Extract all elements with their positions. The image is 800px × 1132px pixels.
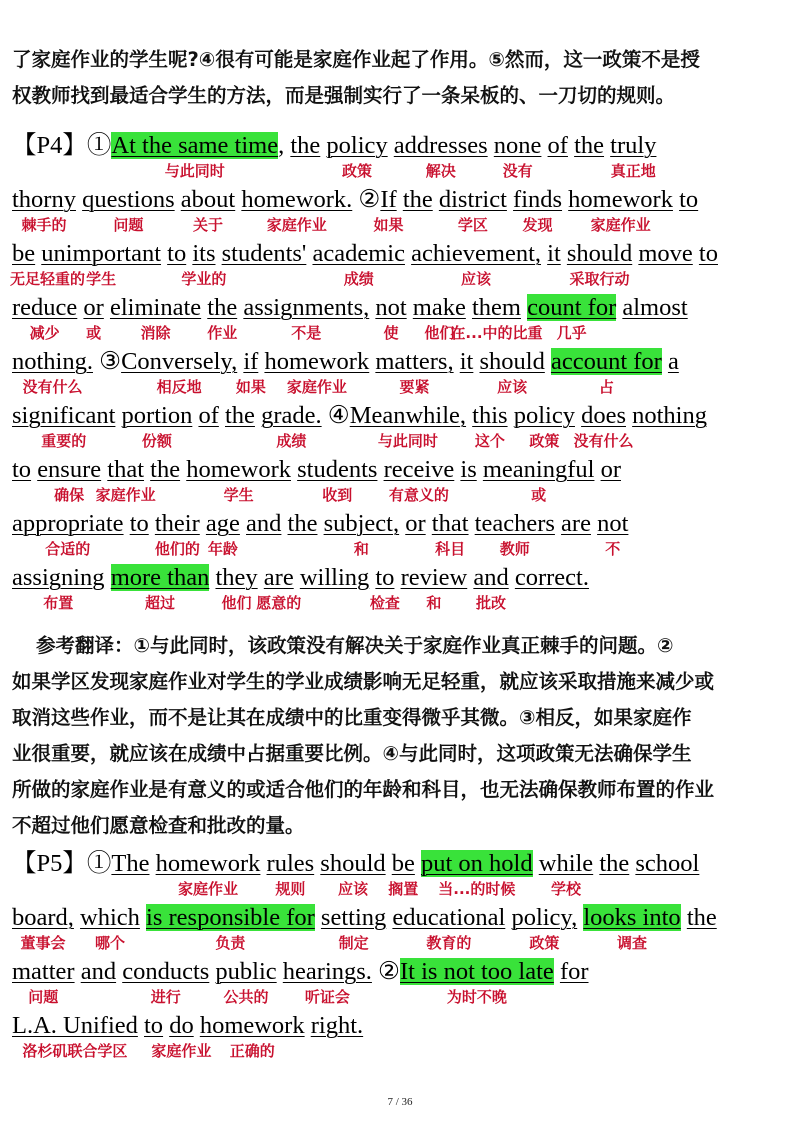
gloss-label: 这个: [474, 432, 505, 450]
gloss-label: 关于: [192, 216, 223, 234]
english-word: homework.: [241, 186, 353, 213]
gloss-label: 占: [598, 378, 614, 396]
english-word: do: [169, 1012, 194, 1039]
english-word: their: [154, 510, 200, 537]
english-line: [12, 902, 792, 934]
english-word: The: [111, 850, 150, 877]
english-word: review: [400, 564, 468, 591]
gloss-label: 收到: [322, 486, 353, 504]
english-word: to: [698, 240, 718, 267]
english-word: the: [402, 186, 433, 213]
gloss-label: 无足轻重的: [10, 270, 86, 288]
gloss-label: 如果: [373, 216, 404, 234]
english-word: homework: [568, 186, 673, 213]
english-word: to: [129, 510, 149, 537]
english-word: addresses: [393, 132, 488, 159]
english-word: be: [12, 240, 36, 267]
english-word: while: [538, 850, 594, 877]
gloss-label: 真正地: [610, 162, 656, 180]
gloss-label: 解决: [425, 162, 456, 180]
english-word: subject,: [323, 510, 400, 537]
gloss-label: 和: [353, 540, 369, 558]
english-word: which: [80, 904, 140, 931]
gloss-label: 正确的: [229, 1042, 275, 1060]
gloss-label: 进行: [150, 988, 181, 1006]
english-word: if: [243, 348, 259, 375]
english-word: homework: [199, 1012, 305, 1039]
english-word: its: [192, 240, 216, 267]
english-word: and: [246, 510, 282, 537]
gloss-label: 负责: [215, 934, 246, 952]
gloss-label: 没有: [502, 162, 533, 180]
gloss-label: 家庭作业: [151, 1042, 212, 1060]
english-word: are: [263, 564, 294, 591]
gloss-label: 应该: [497, 378, 528, 396]
english-word: homework: [155, 850, 261, 877]
gloss-label: 没有什么: [22, 378, 83, 396]
paragraph-marker: 【P4】: [12, 132, 87, 159]
english-word: to: [167, 240, 187, 267]
english-line: [12, 562, 792, 594]
gloss-label: 学生: [86, 270, 117, 288]
english-word: the: [686, 904, 717, 931]
english-word: for: [559, 958, 589, 985]
english-word: L.A. Unified: [12, 1012, 138, 1039]
english-word: are: [561, 510, 591, 537]
english-word: academic: [312, 240, 405, 267]
english-word: right.: [310, 1012, 364, 1039]
gloss-label: 成绩: [276, 432, 307, 450]
p4-translation: [12, 628, 788, 844]
gloss-label: 如果: [235, 378, 266, 396]
gloss-label: 超过: [145, 594, 176, 612]
highlighted-phrase: put on hold: [421, 850, 533, 877]
english-word: Conversely,: [121, 348, 238, 375]
english-word: and: [80, 958, 117, 985]
english-line: [12, 848, 792, 880]
gloss-label: 听证会: [304, 988, 350, 1006]
english-word: is: [460, 456, 477, 483]
gloss-label: 为时不晚: [446, 988, 507, 1006]
gloss-label: 采取行动: [569, 270, 630, 288]
english-word: should: [320, 850, 386, 877]
translation-line: 不超过他们愿意检查和批改的量。: [12, 814, 305, 837]
gloss-label: 学生: [223, 486, 254, 504]
gloss-label: 制定: [338, 934, 369, 952]
english-word: policy: [326, 132, 388, 159]
english-word: nothing.: [12, 348, 93, 375]
english-line: [12, 184, 792, 216]
gloss-label: 调查: [617, 934, 648, 952]
english-word: educational: [392, 904, 506, 931]
english-word: to: [12, 456, 32, 483]
english-word: none: [493, 132, 542, 159]
gloss-label: 成绩: [343, 270, 374, 288]
paragraph-marker: 【P5】: [12, 850, 87, 877]
english-word: to: [679, 186, 699, 213]
gloss-label: 或: [86, 324, 102, 342]
english-word: thorny: [12, 186, 76, 213]
gloss-label: 和: [426, 594, 442, 612]
english-word: finds: [513, 186, 563, 213]
gloss-label: 布置: [43, 594, 74, 612]
english-word: the: [574, 132, 605, 159]
english-word: move: [638, 240, 693, 267]
english-word: not: [597, 510, 629, 537]
gloss-label: 减少: [29, 324, 60, 342]
english-word: does: [581, 402, 626, 429]
gloss-label: 不是: [291, 324, 322, 342]
gloss-label: 棘手的: [21, 216, 67, 234]
english-word: portion: [121, 402, 193, 429]
intro-paragraph: [12, 42, 788, 114]
english-word: the: [225, 402, 255, 429]
english-word: policy,: [511, 904, 578, 931]
gloss-label: 或: [531, 486, 547, 504]
gloss-label: 政策: [529, 432, 560, 450]
english-word: and: [473, 564, 509, 591]
english-word: about: [180, 186, 236, 213]
gloss-label: 家庭作业: [95, 486, 156, 504]
paragraph-marker: ①: [86, 850, 112, 877]
english-word: not: [375, 294, 407, 321]
english-word: assigning: [12, 564, 105, 591]
english-word: be: [391, 850, 415, 877]
english-word: public: [215, 958, 277, 985]
english-word: to: [375, 564, 395, 591]
english-word: nothing: [632, 402, 707, 429]
english-word: that: [107, 456, 145, 483]
gloss-label: 相反地: [156, 378, 202, 396]
english-word: the: [290, 132, 321, 159]
english-word: matters,: [375, 348, 454, 375]
gloss-label: 在...中的比重: [450, 324, 543, 342]
gloss-label: 年龄: [207, 540, 238, 558]
gloss-label: 家庭作业: [266, 216, 327, 234]
english-word: the: [207, 294, 238, 321]
english-word: teachers: [474, 510, 555, 537]
english-word: or: [600, 456, 621, 483]
gloss-label: 科目: [435, 540, 466, 558]
english-word: or: [83, 294, 104, 321]
gloss-label: 应该: [461, 270, 492, 288]
gloss-label: 教育的: [426, 934, 472, 952]
english-word: homework: [264, 348, 370, 375]
english-word: grade.: [261, 402, 322, 429]
english-word: age: [205, 510, 240, 537]
english-word: almost: [622, 294, 688, 321]
english-word: reduce: [12, 294, 78, 321]
english-line: [12, 1010, 792, 1042]
gloss-label: 他们的: [154, 540, 200, 558]
intro-line: 权教师找到最适合学生的方法，而是强制实行了一条呆板的、一刀切的规则。: [12, 84, 676, 107]
english-word: Meanwhile,: [349, 402, 467, 429]
intro-line: 了家庭作业的学生呢?④很有可能是家庭作业起了作用。⑤然而，这一政策不是授: [12, 48, 700, 71]
gloss-label: 批改: [476, 594, 507, 612]
english-word: them: [471, 294, 521, 321]
english-word: to: [144, 1012, 164, 1039]
english-line: [12, 400, 792, 432]
english-word: should: [566, 240, 633, 267]
english-word: conducts: [122, 958, 210, 985]
english-word: homework: [186, 456, 291, 483]
gloss-label: 董事会: [20, 934, 66, 952]
english-word: matter: [12, 958, 75, 985]
english-word: of: [198, 402, 219, 429]
english-word: If: [380, 186, 397, 213]
gloss-label: 发现: [522, 216, 553, 234]
english-word: policy: [513, 402, 575, 429]
gloss-label: 政策: [342, 162, 373, 180]
gloss-label: 份额: [141, 432, 172, 450]
gloss-label: 当...的时候: [438, 880, 516, 898]
english-word: willing: [299, 564, 370, 591]
page-number: 7 / 36: [387, 1096, 413, 1108]
gloss-label: 搁置: [388, 880, 419, 898]
translation-line: 所做的家庭作业是有意义的或适合他们的年龄和科目，也无法确保教师布置的作业: [12, 778, 715, 801]
english-word: they: [215, 564, 258, 591]
english-word: achievement,: [411, 240, 542, 267]
gloss-label: 家庭作业: [286, 378, 347, 396]
english-word: correct.: [514, 564, 589, 591]
english-word: appropriate: [12, 510, 124, 537]
gloss-label: 不: [605, 540, 621, 558]
english-line: [12, 454, 792, 486]
highlighted-phrase: more than: [110, 564, 210, 591]
english-word: make: [412, 294, 466, 321]
paragraph-marker: [105, 564, 111, 591]
gloss-label: 学区: [457, 216, 488, 234]
gloss-label: 家庭作业: [590, 216, 651, 234]
english-word: eliminate: [109, 294, 202, 321]
paragraph-marker: ③: [93, 348, 122, 375]
english-line: [12, 956, 792, 988]
english-word: of: [547, 132, 568, 159]
gloss-label: 合适的: [45, 540, 91, 558]
translation-line: 业很重要，就应该在成绩中占据重要比例。④与此同时，这项政策无法确保学生: [12, 742, 692, 765]
gloss-label: 家庭作业: [178, 880, 239, 898]
english-word: setting: [320, 904, 387, 931]
gloss-label: 几乎: [556, 324, 587, 342]
translation-line: 参考翻译：①与此同时，该政策没有解决关于家庭作业真正棘手的问题。②: [36, 634, 674, 657]
paragraph-marker: ,: [278, 132, 291, 159]
english-word: significant: [12, 402, 116, 429]
english-word: school: [635, 850, 700, 877]
english-word: students: [297, 456, 378, 483]
english-word: questions: [82, 186, 175, 213]
english-line: [12, 130, 792, 162]
gloss-label: 有意义的: [388, 486, 449, 504]
english-word: it: [547, 240, 561, 267]
english-word: receive: [383, 456, 455, 483]
highlighted-phrase: account for: [550, 348, 662, 375]
english-line: [12, 292, 792, 324]
gloss-label: 应该: [337, 880, 368, 898]
english-word: students': [221, 240, 307, 267]
english-line: [12, 238, 792, 270]
translation-line: 取消这些作业，而不是让其在成绩中的比重变得微乎其微。③相反，如果家庭作: [12, 706, 692, 729]
english-word: meaningful: [482, 456, 595, 483]
english-word: that: [431, 510, 469, 537]
paragraph-marker: ②: [371, 958, 401, 985]
gloss-label: 要紧: [399, 378, 430, 396]
english-word: should: [479, 348, 545, 375]
english-word: hearings.: [282, 958, 372, 985]
gloss-label: 规则: [275, 880, 306, 898]
paragraph-marker: ②: [352, 186, 381, 213]
gloss-label: 没有什么: [573, 432, 634, 450]
gloss-label: 政策: [529, 934, 560, 952]
english-word: ensure: [37, 456, 102, 483]
english-word: it: [459, 348, 474, 375]
gloss-label: 与此同时: [164, 162, 225, 180]
english-word: this: [472, 402, 508, 429]
english-line: [12, 508, 792, 540]
gloss-label: 问题: [28, 988, 59, 1006]
english-word: assignments,: [243, 294, 370, 321]
gloss-label: 使: [383, 324, 399, 342]
highlighted-phrase: It is not too late: [400, 958, 554, 985]
gloss-label: 消除: [140, 324, 171, 342]
gloss-label: 学校: [550, 880, 581, 898]
gloss-label: 确保: [54, 486, 85, 504]
english-word: district: [438, 186, 507, 213]
paragraph-marker: ①: [86, 132, 112, 159]
english-word: the: [150, 456, 181, 483]
highlighted-phrase: At the same time: [111, 132, 279, 159]
gloss-label: 检查: [369, 594, 400, 612]
gloss-label: 作业: [207, 324, 238, 342]
english-word: truly: [610, 132, 657, 159]
english-word: the: [599, 850, 630, 877]
english-word: or: [405, 510, 426, 537]
gloss-label: 重要的: [41, 432, 87, 450]
gloss-label: 问题: [113, 216, 144, 234]
english-word: unimportant: [41, 240, 162, 267]
gloss-label: 他们: [424, 324, 455, 342]
english-word: a: [667, 348, 679, 375]
english-line: [12, 346, 792, 378]
highlighted-phrase: count for: [527, 294, 617, 321]
highlighted-phrase: looks into: [583, 904, 681, 931]
gloss-label: 愿意的: [256, 594, 302, 612]
translation-line: 如果学区发现家庭作业对学生的学业成绩影响无足轻重，就应该采取措施来减少或: [12, 670, 715, 693]
gloss-label: 哪个: [94, 934, 125, 952]
english-word: the: [287, 510, 318, 537]
gloss-label: 洛杉矶联合学区: [22, 1042, 128, 1060]
paragraph-marker: ④: [321, 402, 350, 429]
gloss-label: 公共的: [223, 988, 269, 1006]
gloss-label: 与此同时: [377, 432, 438, 450]
english-word: rules: [266, 850, 315, 877]
highlighted-phrase: is responsible for: [146, 904, 315, 931]
english-word: board,: [12, 904, 74, 931]
gloss-label: 学业的: [181, 270, 227, 288]
gloss-label: 教师: [499, 540, 530, 558]
gloss-label: 他们: [221, 594, 252, 612]
